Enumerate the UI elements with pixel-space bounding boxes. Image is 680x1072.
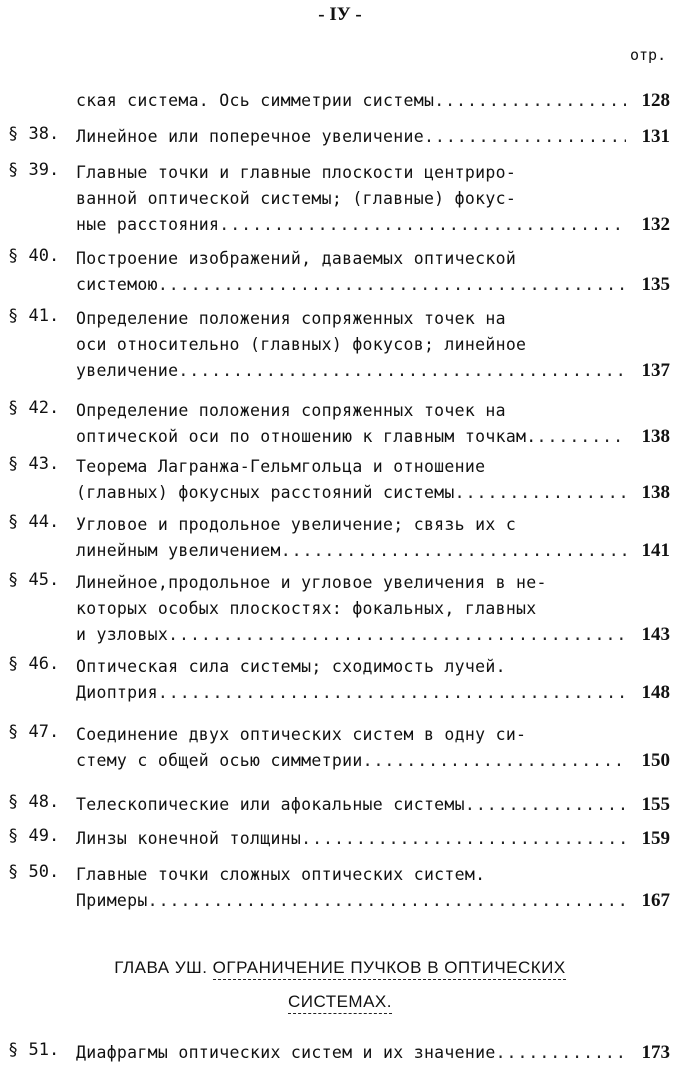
entry-line: Главные точки сложных оптических систем. [76,865,486,884]
entry-title [76,246,626,298]
toc-entry [8,654,670,706]
entry-line: Линейное,продольное и угловое увеличения в не- [76,573,547,592]
entry-title [76,454,626,506]
page-reference: 132 [641,214,670,235]
toc-entry [8,88,670,114]
entry-title [76,792,626,818]
dot-leader [301,826,626,852]
dot-leader [148,888,626,914]
page-reference: 141 [641,540,670,561]
entry-line: Линейное или поперечное увеличение [76,127,424,146]
entry-line: линейным увеличением [76,541,281,560]
toc-entry [8,160,670,238]
dot-leader [434,88,626,114]
dot-leader [465,792,626,818]
entry-title [76,570,626,648]
entry-title [76,160,626,238]
page-reference: 155 [641,794,670,815]
section-number: § 45. [8,570,60,590]
dot-leader [363,748,626,774]
dot-leader [158,272,626,298]
page-reference: 167 [641,890,670,911]
page-reference: 137 [641,360,670,381]
section-number: § 38. [8,124,60,144]
section-number: § 44. [8,512,60,532]
entry-line: Главные точки и главные плоскости центриро- [76,163,517,182]
section-number: § 39. [8,160,60,180]
dot-leader [281,538,626,564]
section-number: § 42. [8,398,60,418]
section-number: § 43. [8,454,60,474]
toc-entry [8,570,670,648]
section-number: § 48. [8,792,60,812]
entry-line: оси относительно (главных) фокусов; линейное [76,335,527,354]
toc-entry [8,1040,670,1066]
dot-leader [496,1040,626,1066]
toc-entry [8,398,670,450]
page-reference: 143 [641,624,670,645]
toc-entry [8,246,670,298]
toc-entry [8,792,670,818]
entry-line: Определение положения сопряженных точек на [76,401,506,420]
entry-line: Соединение двух оптических систем в одну си- [76,725,527,744]
page-column-label: отр. [630,46,667,64]
entry-title [76,862,626,914]
entry-line: оптической оси по отношению к главным точкам. [76,427,537,446]
entry-line: Теорема Лагранжа-Гельмгольца и отношение [76,457,486,476]
page-reference: 131 [641,126,670,147]
dot-leader [158,680,626,706]
entry-title [76,88,626,114]
section-number: § 46. [8,654,60,674]
toc-entry [8,722,670,774]
dot-leader [168,622,626,648]
toc-entry [8,862,670,914]
entry-title [76,512,626,564]
page-reference: 138 [641,426,670,447]
section-number: § 49. [8,826,60,846]
entry-line: Оптическая сила системы; сходимость лучей. [76,657,506,676]
entry-line: Диоптрия [76,683,158,702]
entry-line: стему с общей осью симметрии [76,751,363,770]
entry-line: которых особых плоскостях: фокальных, главных [76,599,537,618]
section-number: § 41. [8,306,60,326]
entry-line: Построение изображений, даваемых оптической [76,249,517,268]
entry-title [76,654,626,706]
chapter-heading [0,958,680,978]
entry-line: Диафрагмы оптических систем и их значение [76,1043,496,1062]
section-number: § 40. [8,246,60,266]
section-number: § 47. [8,722,60,742]
toc-entry [8,454,670,506]
entry-line: системою [76,275,158,294]
page-reference: 138 [641,482,670,503]
entry-line: Линзы конечной толщины [76,829,302,848]
page-reference: 159 [641,828,670,849]
chapter-title-line2: СИСТЕМАХ. [288,992,392,1014]
entry-line: Определение положения сопряженных точек на [76,309,506,328]
entry-line: Угловое и продольное увеличение; связь их с [76,515,517,534]
dot-leader [178,358,626,384]
section-number: § 51. [8,1040,60,1060]
chapter-heading-continued [0,992,680,1012]
entry-line: и узловых [76,625,169,644]
page-reference: 135 [641,274,670,295]
entry-line: ванной оптической системы; (главные) фокус- [76,189,517,208]
dot-leader [219,212,626,238]
entry-line: Телескопические или афокальные системы [76,795,465,814]
entry-title [76,124,626,150]
page-reference: 173 [641,1042,670,1063]
dot-leader [537,424,626,450]
entry-title [76,306,626,384]
entry-line: увеличение [76,361,179,380]
section-number: § 50. [8,862,60,882]
page-number: - IУ - [318,4,362,25]
toc-entry [8,306,670,384]
toc-entry [8,124,670,150]
toc-entry [8,512,670,564]
page-reference: 150 [641,750,670,771]
toc-entry [8,826,670,852]
page-reference: 148 [641,682,670,703]
dot-leader [424,124,626,150]
entry-line: ская система. Ось симметрии системы [76,91,435,110]
entry-line: Примеры [76,891,148,910]
dot-leader [455,480,626,506]
entry-line: (главных) фокусных расстояний системы [76,483,455,502]
entry-title [76,1040,626,1066]
page-reference: 128 [641,90,670,111]
chapter-prefix: ГЛАВА УШ. [114,958,208,977]
entry-title [76,826,626,852]
entry-title [76,722,626,774]
chapter-title-line1: ОГРАНИЧЕНИЕ ПУЧКОВ В ОПТИЧЕСКИХ [213,958,566,980]
entry-title [76,398,626,450]
entry-line: ные расстояния [76,215,220,234]
